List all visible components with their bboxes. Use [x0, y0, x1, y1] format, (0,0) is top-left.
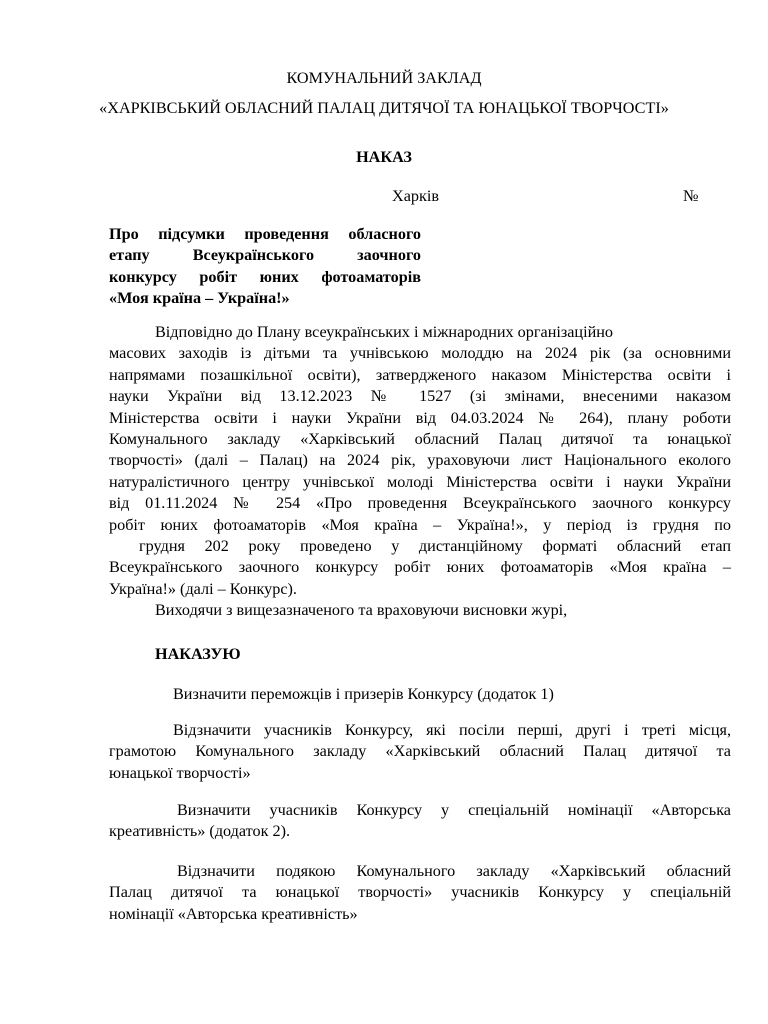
preamble-line: від 01.11.2024 № 254 «Про проведення Всеукраїнського заочного конкурсу: [109, 494, 731, 513]
order-item-4: [109, 861, 731, 925]
grounds-line: Виходячи з вищезазначеного та враховуючи висновки журі,: [155, 601, 568, 620]
order-topic: [109, 224, 421, 310]
city-name: Харків: [392, 187, 439, 205]
preamble-line: науки України від 13.12.2023 № 1527 (зі змінами, внесеними наказом: [109, 387, 731, 406]
order-item-line: Визначити переможців і призерів Конкурсу (додаток 1): [173, 685, 554, 703]
topic-line: «Моя країна – Україна!»: [109, 289, 290, 308]
order-word: НАКАЗУЮ: [155, 645, 241, 663]
order-item-line: Палац дитячої та юнацької творчості» учасників Конкурсу у спеціальній: [109, 883, 731, 902]
topic-line: Про підсумки проведення обласного: [109, 225, 421, 243]
order-item-line: номінації «Авторська креативність»: [109, 904, 358, 923]
document-type: НАКАЗ: [356, 148, 412, 166]
order-item-line: Відзначити учасників Конкурсу, які посіли перші, другі і треті місця,: [173, 721, 731, 739]
preamble-line: грудня 202 року проведено у дистанційному форматі обласний етап: [139, 536, 731, 555]
order-item-1: [109, 684, 731, 705]
topic-line: конкурсу робіт юних фотоаматорів: [109, 267, 421, 286]
order-item-line: юнацької творчості»: [109, 763, 251, 782]
preamble-line: Відповідно до Плану всеукраїнських і міжнародних організаційно: [155, 323, 614, 341]
preamble-paragraph: [109, 322, 731, 621]
preamble-line: творчості» (далі – Палац) на 2024 рік, ураховуючи лист Національного еколого: [109, 451, 731, 470]
preamble-line: Комунального закладу «Харківський обласний Палац дитячої та юнацької: [109, 429, 731, 448]
order-item-line: Визначити учасників Конкурсу у спеціальній номінації «Авторська: [177, 801, 731, 819]
institution-name-line1: КОМУНАЛЬНИЙ ЗАКЛАД: [286, 69, 482, 87]
order-item-3: [109, 800, 731, 843]
order-item-2: [109, 720, 731, 784]
preamble-line: масових заходів із дітьми та учнівською молоддю на 2024 рік (за основними: [109, 344, 731, 363]
preamble-line: Всеукраїнського заочного конкурсу робіт юних фотоаматорів «Моя країна –: [109, 558, 731, 577]
preamble-line: робіт юних фотоаматорів «Моя країна – Україна!», у період із грудня по: [109, 515, 731, 534]
order-number-sign: №: [683, 187, 699, 205]
order-item-line: грамотою Комунального закладу «Харківський обласний Палац дитячої та: [109, 742, 731, 761]
preamble-line: напрямами позашкільної освіти), затвердженого наказом Міністерства освіти і: [109, 365, 731, 384]
order-item-line: Відзначити подякою Комунального закладу «Харківський обласний: [177, 862, 731, 880]
preamble-line: Україна!» (далі – Конкурс).: [109, 579, 297, 598]
institution-name-line2: «ХАРКІВСЬКИЙ ОБЛАСНИЙ ПАЛАЦ ДИТЯЧОЇ ТА ЮНАЦЬКОЇ ТВОРЧОСТІ»: [99, 99, 669, 117]
order-item-line: креативність» (додаток 2).: [109, 822, 291, 841]
preamble-line: натуралістичного центру учнівської молоді Міністерства освіти і науки України: [109, 472, 731, 491]
preamble-line: Міністерства освіти і науки України від 04.03.2024 № 264), плану роботи: [109, 408, 731, 427]
topic-line: етапу Всеукраїнського заочного: [109, 246, 421, 265]
